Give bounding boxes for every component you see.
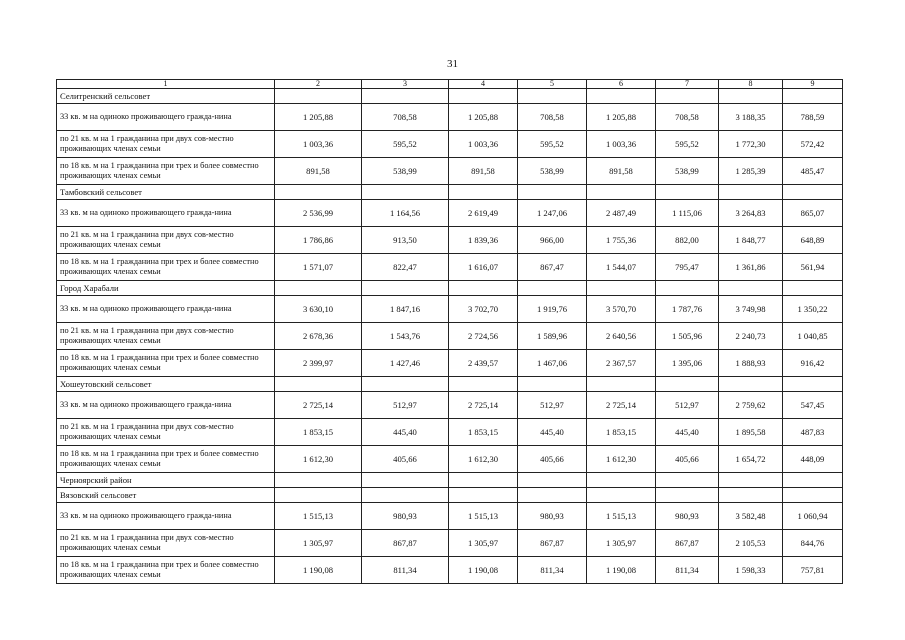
value-cell: 3 749,98 [719,296,783,323]
value-cell: 1 853,15 [449,419,518,446]
value-cell: 708,58 [362,104,449,131]
value-cell: 561,94 [783,254,843,281]
value-cell: 1 467,06 [518,350,587,377]
value-cell: 1 305,97 [449,530,518,557]
value-cell: 844,76 [783,530,843,557]
section-row [57,377,843,392]
section-title: Город Харабали [57,281,275,296]
value-cell: 966,00 [518,227,587,254]
empty-cell [656,185,719,200]
column-header: 8 [719,80,783,89]
empty-cell [275,473,362,488]
table-row [57,158,843,185]
column-header-row [57,80,843,89]
section-row [57,281,843,296]
empty-cell [587,377,656,392]
value-cell: 3 702,70 [449,296,518,323]
value-cell: 2 105,53 [719,530,783,557]
row-label: по 18 кв. м на 1 гражданина при трех и более совместно проживающих членах семьи [57,158,275,185]
value-cell: 1 505,96 [656,323,719,350]
value-cell: 1 427,46 [362,350,449,377]
section-title: Селитренский сельсовет [57,89,275,104]
empty-cell [362,488,449,503]
empty-cell [362,473,449,488]
value-cell: 2 619,49 [449,200,518,227]
empty-cell [518,89,587,104]
table-body [57,80,843,584]
empty-cell [362,281,449,296]
column-header: 7 [656,80,719,89]
empty-cell [275,488,362,503]
row-label: по 21 кв. м на 1 гражданина при двух сов-местно проживающих членах семьи [57,131,275,158]
table-row [57,227,843,254]
value-cell: 2 240,73 [719,323,783,350]
row-label: по 21 кв. м на 1 гражданина при двух сов-местно проживающих членах семьи [57,419,275,446]
value-cell: 1 361,86 [719,254,783,281]
value-cell: 2 724,56 [449,323,518,350]
value-cell: 1 589,96 [518,323,587,350]
value-cell: 405,66 [362,446,449,473]
value-cell: 538,99 [518,158,587,185]
empty-cell [518,488,587,503]
value-cell: 891,58 [449,158,518,185]
empty-cell [449,185,518,200]
value-cell: 487,83 [783,419,843,446]
table-row [57,503,843,530]
value-cell: 538,99 [656,158,719,185]
value-cell: 1 190,08 [449,557,518,584]
value-cell: 2 725,14 [449,392,518,419]
empty-cell [275,89,362,104]
value-cell: 1 654,72 [719,446,783,473]
value-cell: 648,89 [783,227,843,254]
section-row [57,89,843,104]
table-row [57,131,843,158]
section-row [57,473,843,488]
value-cell: 1 786,86 [275,227,362,254]
value-cell: 1 040,85 [783,323,843,350]
value-cell: 3 264,83 [719,200,783,227]
empty-cell [656,488,719,503]
row-label: 33 кв. м на одиноко проживающего гражда-нина [57,503,275,530]
value-cell: 788,59 [783,104,843,131]
empty-cell [362,185,449,200]
value-cell: 547,45 [783,392,843,419]
column-header: 1 [57,80,275,89]
value-cell: 2 399,97 [275,350,362,377]
value-cell: 595,52 [362,131,449,158]
table-row [57,530,843,557]
value-cell: 1 888,93 [719,350,783,377]
value-cell: 485,47 [783,158,843,185]
empty-cell [518,377,587,392]
empty-cell [783,473,843,488]
value-cell: 1 612,30 [449,446,518,473]
value-cell: 1 164,56 [362,200,449,227]
empty-cell [518,473,587,488]
table-row [57,254,843,281]
empty-cell [719,473,783,488]
value-cell: 405,66 [518,446,587,473]
page-number: 31 [447,58,458,70]
tariff-table [56,79,843,584]
empty-cell [362,377,449,392]
value-cell: 1 115,06 [656,200,719,227]
value-cell: 3 570,70 [587,296,656,323]
value-cell: 572,42 [783,131,843,158]
empty-cell [656,281,719,296]
value-cell: 1 515,13 [587,503,656,530]
row-label: по 21 кв. м на 1 гражданина при двух сов-местно проживающих членах семьи [57,323,275,350]
value-cell: 1 515,13 [275,503,362,530]
value-cell: 2 640,56 [587,323,656,350]
value-cell: 538,99 [362,158,449,185]
empty-cell [275,185,362,200]
value-cell: 867,87 [656,530,719,557]
value-cell: 1 544,07 [587,254,656,281]
value-cell: 1 612,30 [275,446,362,473]
empty-cell [449,377,518,392]
row-label: по 18 кв. м на 1 гражданина при трех и более совместно проживающих членах семьи [57,446,275,473]
value-cell: 445,40 [518,419,587,446]
row-label: по 18 кв. м на 1 гражданина при трех и более совместно проживающих членах семьи [57,557,275,584]
column-header: 3 [362,80,449,89]
value-cell: 1 350,22 [783,296,843,323]
empty-cell [719,89,783,104]
value-cell: 1 895,58 [719,419,783,446]
value-cell: 1 616,07 [449,254,518,281]
empty-cell [783,488,843,503]
table-row [57,419,843,446]
table-row [57,557,843,584]
value-cell: 595,52 [656,131,719,158]
value-cell: 1 190,08 [587,557,656,584]
table-row [57,350,843,377]
empty-cell [362,89,449,104]
row-label: по 21 кв. м на 1 гражданина при двух сов-местно проживающих членах семьи [57,227,275,254]
value-cell: 1 839,36 [449,227,518,254]
value-cell: 1 003,36 [275,131,362,158]
row-label: 33 кв. м на одиноко проживающего гражда-нина [57,104,275,131]
table-row [57,296,843,323]
empty-cell [719,488,783,503]
value-cell: 867,47 [518,254,587,281]
value-cell: 916,42 [783,350,843,377]
value-cell: 3 582,48 [719,503,783,530]
value-cell: 811,34 [656,557,719,584]
value-cell: 795,47 [656,254,719,281]
empty-cell [449,89,518,104]
value-cell: 1 003,36 [587,131,656,158]
empty-cell [719,185,783,200]
value-cell: 1 190,08 [275,557,362,584]
row-label: 33 кв. м на одиноко проживающего гражда-нина [57,200,275,227]
value-cell: 512,97 [362,392,449,419]
value-cell: 708,58 [518,104,587,131]
value-cell: 1 305,97 [275,530,362,557]
table-row [57,200,843,227]
value-cell: 1 848,77 [719,227,783,254]
value-cell: 1 205,88 [449,104,518,131]
value-cell: 980,93 [518,503,587,530]
value-cell: 2 725,14 [275,392,362,419]
value-cell: 2 536,99 [275,200,362,227]
value-cell: 822,47 [362,254,449,281]
section-row [57,185,843,200]
value-cell: 708,58 [656,104,719,131]
value-cell: 1 598,33 [719,557,783,584]
value-cell: 1 853,15 [275,419,362,446]
value-cell: 3 188,35 [719,104,783,131]
value-cell: 980,93 [362,503,449,530]
value-cell: 1 205,88 [275,104,362,131]
table-row [57,392,843,419]
empty-cell [719,281,783,296]
value-cell: 882,00 [656,227,719,254]
column-header: 4 [449,80,518,89]
table-row [57,104,843,131]
value-cell: 1 571,07 [275,254,362,281]
value-cell: 1 060,94 [783,503,843,530]
empty-cell [587,185,656,200]
value-cell: 1 772,30 [719,131,783,158]
value-cell: 2 487,49 [587,200,656,227]
empty-cell [449,281,518,296]
empty-cell [783,377,843,392]
empty-cell [587,89,656,104]
row-label: 33 кв. м на одиноко проживающего гражда-нина [57,392,275,419]
value-cell: 405,66 [656,446,719,473]
empty-cell [783,281,843,296]
empty-cell [518,185,587,200]
value-cell: 1 285,39 [719,158,783,185]
empty-cell [656,473,719,488]
value-cell: 445,40 [362,419,449,446]
row-label: 33 кв. м на одиноко проживающего гражда-нина [57,296,275,323]
column-header: 6 [587,80,656,89]
value-cell: 891,58 [587,158,656,185]
empty-cell [275,377,362,392]
empty-cell [449,473,518,488]
value-cell: 1 787,76 [656,296,719,323]
value-cell: 2 678,36 [275,323,362,350]
empty-cell [783,89,843,104]
column-header: 2 [275,80,362,89]
value-cell: 512,97 [656,392,719,419]
value-cell: 980,93 [656,503,719,530]
value-cell: 448,09 [783,446,843,473]
section-title: Вязовский сельсовет [57,488,275,503]
value-cell: 1 205,88 [587,104,656,131]
value-cell: 1 853,15 [587,419,656,446]
empty-cell [783,185,843,200]
value-cell: 867,87 [518,530,587,557]
value-cell: 1 515,13 [449,503,518,530]
value-cell: 1 395,06 [656,350,719,377]
empty-cell [587,488,656,503]
empty-cell [656,89,719,104]
value-cell: 1 543,76 [362,323,449,350]
value-cell: 1 003,36 [449,131,518,158]
empty-cell [449,488,518,503]
value-cell: 1 755,36 [587,227,656,254]
value-cell: 512,97 [518,392,587,419]
empty-cell [587,473,656,488]
value-cell: 867,87 [362,530,449,557]
value-cell: 811,34 [518,557,587,584]
table-row [57,446,843,473]
empty-cell [587,281,656,296]
value-cell: 2 439,57 [449,350,518,377]
empty-cell [656,377,719,392]
row-label: по 18 кв. м на 1 гражданина при трех и более совместно проживающих членах семьи [57,254,275,281]
value-cell: 2 725,14 [587,392,656,419]
row-label: по 21 кв. м на 1 гражданина при двух сов-местно проживающих членах семьи [57,530,275,557]
value-cell: 1 919,76 [518,296,587,323]
value-cell: 811,34 [362,557,449,584]
empty-cell [719,377,783,392]
value-cell: 1 612,30 [587,446,656,473]
section-title: Тамбовский сельсовет [57,185,275,200]
value-cell: 2 367,57 [587,350,656,377]
value-cell: 1 247,06 [518,200,587,227]
value-cell: 757,81 [783,557,843,584]
column-header: 9 [783,80,843,89]
value-cell: 595,52 [518,131,587,158]
value-cell: 445,40 [656,419,719,446]
value-cell: 3 630,10 [275,296,362,323]
table-row [57,323,843,350]
empty-cell [275,281,362,296]
section-title: Черноярский район [57,473,275,488]
value-cell: 2 759,62 [719,392,783,419]
value-cell: 1 847,16 [362,296,449,323]
value-cell: 865,07 [783,200,843,227]
value-cell: 1 305,97 [587,530,656,557]
section-row [57,488,843,503]
value-cell: 913,50 [362,227,449,254]
section-title: Хошеутовский сельсовет [57,377,275,392]
empty-cell [518,281,587,296]
row-label: по 18 кв. м на 1 гражданина при трех и более совместно проживающих членах семьи [57,350,275,377]
value-cell: 891,58 [275,158,362,185]
column-header: 5 [518,80,587,89]
